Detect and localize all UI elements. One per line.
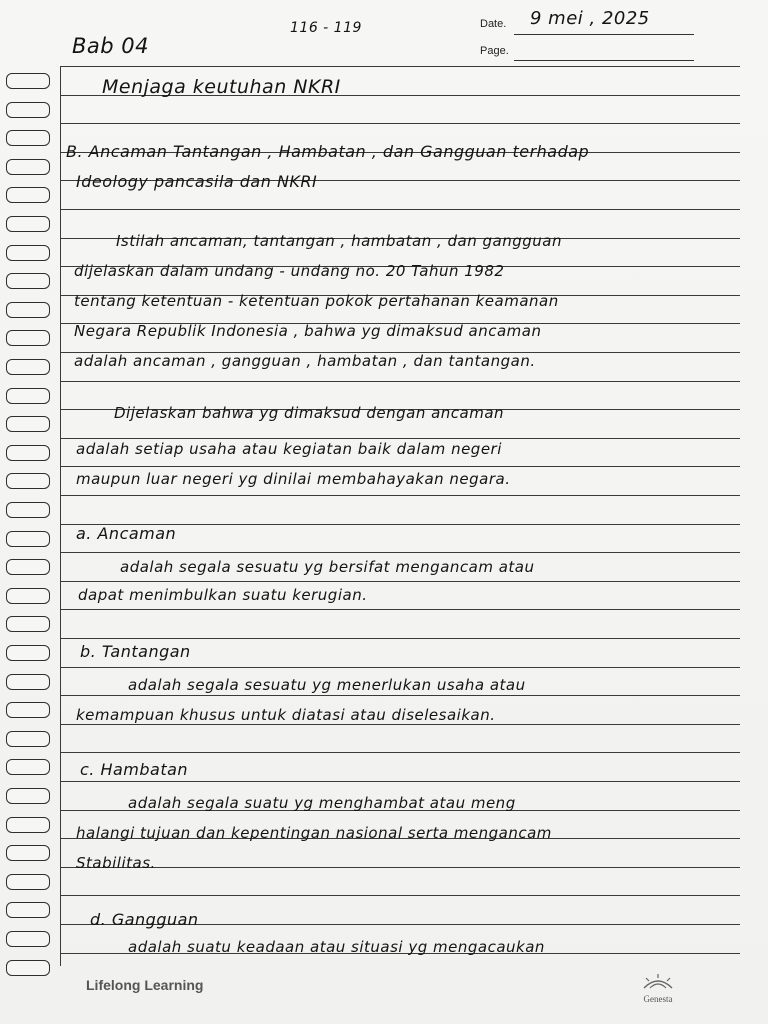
- ruled-line: [60, 667, 740, 668]
- item-label: c. Hambatan: [80, 760, 189, 779]
- sunrise-logo-icon: [638, 972, 678, 990]
- note-title: Menjaga keutuhan NKRI: [102, 76, 341, 98]
- binding-hole: [6, 159, 50, 175]
- ruled-line: [60, 581, 740, 582]
- item-line: adalah segala suatu yg menghambat atau meng: [128, 794, 516, 812]
- binding-hole: [6, 531, 50, 547]
- ruled-line: [60, 381, 740, 382]
- page-label: Page.: [480, 45, 509, 57]
- chapter-label: Bab 04: [72, 34, 150, 58]
- item-line: adalah segala sesuatu yg bersifat mengancam atau: [120, 558, 535, 576]
- binding-hole: [6, 130, 50, 146]
- footer-brand: Lifelong Learning: [86, 977, 204, 993]
- binding-hole: [6, 273, 50, 289]
- ruled-line: [60, 781, 740, 782]
- item-line: adalah segala sesuatu yg menerlukan usaha atau: [128, 676, 526, 694]
- page-line: [514, 60, 694, 61]
- item-line: kemampuan khusus untuk diatasi atau diselesaikan.: [76, 706, 496, 724]
- ruled-line: [60, 695, 740, 696]
- binding-hole: [6, 73, 50, 89]
- ruled-line: [60, 895, 740, 896]
- ruled-line: [60, 495, 740, 496]
- ruled-line: [60, 66, 740, 67]
- binding-hole: [6, 960, 50, 976]
- footer-logo: [638, 972, 678, 1004]
- item-label: a. Ancaman: [76, 524, 177, 543]
- binding-hole: [6, 559, 50, 575]
- binding-hole: [6, 845, 50, 861]
- binding-hole: [6, 874, 50, 890]
- ruled-line: [60, 638, 740, 639]
- date-line: [514, 34, 694, 35]
- binding-hole: [6, 645, 50, 661]
- ruled-line: [60, 609, 740, 610]
- binding-hole: [6, 102, 50, 118]
- binding-hole: [6, 330, 50, 346]
- binding-hole: [6, 245, 50, 261]
- binding-hole: [6, 473, 50, 489]
- binding-hole: [6, 616, 50, 632]
- binding-hole: [6, 388, 50, 404]
- binding-hole: [6, 817, 50, 833]
- para2-line: Dijelaskan bahwa yg dimaksud dengan ancaman: [114, 404, 505, 422]
- binding-hole: [6, 588, 50, 604]
- margin-line: [60, 66, 61, 966]
- item-line: halangi tujuan dan kepentingan nasional serta mengancam: [76, 824, 552, 842]
- ruled-line: [60, 867, 740, 868]
- ruled-line: [60, 752, 740, 753]
- ruled-line: [60, 724, 740, 725]
- binding-hole: [6, 187, 50, 203]
- binding-hole: [6, 416, 50, 432]
- date-label: Date.: [480, 18, 507, 30]
- binding-hole: [6, 445, 50, 461]
- binding-hole: [6, 216, 50, 232]
- para2-line: maupun luar negeri yg dinilai membahayakan negara.: [76, 470, 511, 488]
- section-heading-line2: Ideology pancasila dan NKRI: [76, 172, 318, 191]
- item-line: adalah suatu keadaan atau situasi yg mengacaukan: [128, 938, 545, 956]
- binding-hole: [6, 302, 50, 318]
- item-label: b. Tantangan: [80, 642, 191, 661]
- ruled-line: [60, 123, 740, 124]
- ruled-line: [60, 466, 740, 467]
- para2-line: adalah setiap usaha atau kegiatan baik dalam negeri: [76, 440, 502, 458]
- pages-reference: 116 - 119: [290, 20, 362, 36]
- section-heading-line1: B. Ancaman Tantangan , Hambatan , dan Gangguan terhadap: [66, 142, 590, 161]
- binding-hole: [6, 674, 50, 690]
- footer-logo-text: Genesta: [643, 994, 673, 1004]
- binding-hole: [6, 731, 50, 747]
- date-value: 9 mei , 2025: [530, 8, 650, 29]
- para1-line: tentang ketentuan - ketentuan pokok pertahanan keamanan: [74, 292, 559, 310]
- binding-hole: [6, 702, 50, 718]
- para1-line: Negara Republik Indonesia , bahwa yg dimaksud ancaman: [74, 322, 542, 340]
- ruled-line: [60, 552, 740, 553]
- para1-line: adalah ancaman , gangguan , hambatan , dan tantangan.: [74, 352, 536, 370]
- item-line: Stabilitas.: [76, 854, 156, 872]
- binding-hole: [6, 788, 50, 804]
- binding-hole: [6, 902, 50, 918]
- binding-hole: [6, 759, 50, 775]
- para1-line: dijelaskan dalam undang - undang no. 20 Tahun 1982: [74, 262, 505, 280]
- item-line: dapat menimbulkan suatu kerugian.: [78, 586, 368, 604]
- ruled-line: [60, 438, 740, 439]
- para1-line: Istilah ancaman, tantangan , hambatan , dan gangguan: [116, 232, 562, 250]
- binding-hole: [6, 931, 50, 947]
- ruled-line: [60, 209, 740, 210]
- binding-hole: [6, 502, 50, 518]
- item-label: d. Gangguan: [90, 910, 199, 929]
- binding-hole: [6, 359, 50, 375]
